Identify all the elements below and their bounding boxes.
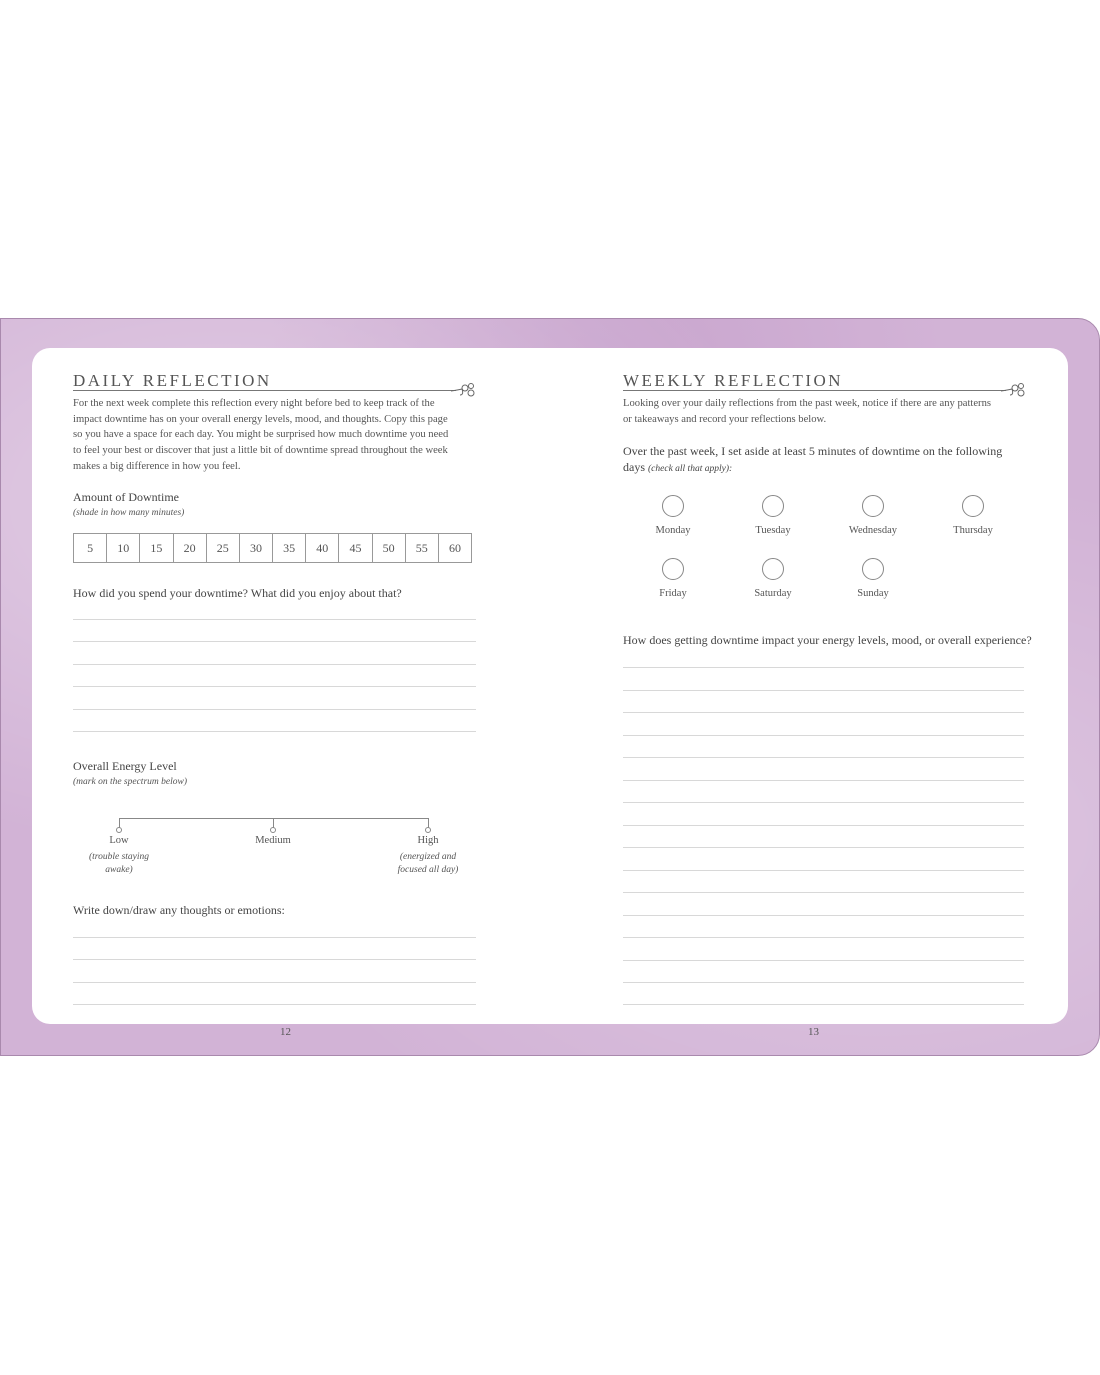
energy-label: Overall Energy Level xyxy=(73,759,177,773)
writing-line[interactable] xyxy=(623,982,1024,983)
writing-line[interactable] xyxy=(623,960,1024,961)
downtime-note: (shade in how many minutes) xyxy=(73,508,185,518)
day-label: Friday xyxy=(659,588,687,599)
daily-reflection-title: DAILY REFLECTION xyxy=(73,371,272,390)
minutes-cell-50[interactable]: 50 xyxy=(373,534,406,562)
spectrum-label-medium: Medium xyxy=(255,835,291,846)
writing-line[interactable] xyxy=(623,1004,1024,1005)
writing-line[interactable] xyxy=(73,982,476,983)
writing-line[interactable] xyxy=(623,780,1024,781)
writing-line[interactable] xyxy=(73,619,476,620)
day-label: Tuesday xyxy=(755,525,791,536)
impact-question: How does getting downtime impact your energy levels, mood, or overall experience? xyxy=(623,633,1032,647)
thoughts-question: Write down/draw any thoughts or emotions: xyxy=(73,903,285,917)
day-label: Sunday xyxy=(857,588,889,599)
spectrum-note-low xyxy=(74,851,164,876)
writing-line[interactable] xyxy=(73,641,476,642)
note-line: focused all day) xyxy=(397,864,459,875)
minutes-cell-55[interactable]: 55 xyxy=(406,534,439,562)
checkbox-circle[interactable] xyxy=(962,495,984,517)
intro-line: Looking over your daily reflections from the past week, notice if there are any patterns xyxy=(623,398,991,409)
spectrum-dot-low[interactable] xyxy=(116,827,122,833)
writing-line[interactable] xyxy=(73,1004,476,1005)
title-underline xyxy=(73,390,456,391)
minutes-table xyxy=(73,533,472,563)
spectrum-label-high: High xyxy=(417,835,439,846)
day-checkbox-friday[interactable] xyxy=(633,558,713,599)
spend-downtime-question: How did you spend your downtime? What did you enjoy about that? xyxy=(73,586,402,600)
minutes-cell-40[interactable]: 40 xyxy=(306,534,339,562)
intro-line: makes a big difference in how you feel. xyxy=(73,460,241,472)
writing-line[interactable] xyxy=(623,937,1024,938)
spectrum-dot-medium[interactable] xyxy=(270,827,276,833)
question-line: Over the past week, I set aside at least 5 minutes of downtime on the following xyxy=(623,444,1003,458)
day-checkbox-tuesday[interactable] xyxy=(733,495,813,536)
spectrum-label-low: Low xyxy=(109,835,129,846)
intro-line: For the next week complete this reflection every night before bed to keep track of the xyxy=(73,398,435,409)
checkbox-circle[interactable] xyxy=(762,558,784,580)
writing-line[interactable] xyxy=(623,667,1024,668)
minutes-cell-60[interactable]: 60 xyxy=(448,540,461,555)
day-label: Monday xyxy=(655,525,691,536)
note-line: (trouble staying xyxy=(88,852,150,862)
intro-line: impact downtime has on your overall energy levels, mood, and thoughts. Copy this page xyxy=(73,413,448,425)
question-note: (check all that apply): xyxy=(648,464,733,474)
minutes-cell-25[interactable]: 25 xyxy=(207,534,240,562)
day-label: Thursday xyxy=(953,525,993,536)
spectrum-note-high xyxy=(383,851,473,876)
minutes-cell-10[interactable]: 10 xyxy=(107,534,140,562)
writing-line[interactable] xyxy=(73,959,476,960)
writing-line[interactable] xyxy=(73,731,476,732)
day-checkbox-saturday[interactable] xyxy=(733,558,813,599)
page-number-left: 12 xyxy=(280,1026,291,1038)
checkbox-circle[interactable] xyxy=(862,495,884,517)
writing-line[interactable] xyxy=(623,712,1024,713)
question-line: days xyxy=(623,460,645,474)
intro-line: to feel your best or discover that just a little bit of downtime spread throughout the week xyxy=(73,445,448,457)
minutes-cell-5[interactable]: 5 xyxy=(74,534,107,562)
writing-line[interactable] xyxy=(73,709,476,710)
daily-intro xyxy=(73,396,483,475)
days-question xyxy=(623,443,1043,477)
writing-line[interactable] xyxy=(623,825,1024,826)
writing-line[interactable] xyxy=(623,892,1024,893)
writing-line[interactable] xyxy=(623,735,1024,736)
checkbox-circle[interactable] xyxy=(662,495,684,517)
writing-line[interactable] xyxy=(623,757,1024,758)
page-number-right: 13 xyxy=(808,1026,819,1038)
day-checkbox-sunday[interactable] xyxy=(833,558,913,599)
day-label: Saturday xyxy=(754,588,792,599)
spectrum-dot-high[interactable] xyxy=(425,827,431,833)
checkbox-circle[interactable] xyxy=(862,558,884,580)
minutes-cell-35[interactable]: 35 xyxy=(273,534,306,562)
writing-line[interactable] xyxy=(623,802,1024,803)
writing-line[interactable] xyxy=(623,915,1024,916)
writing-line[interactable] xyxy=(73,937,476,938)
day-checkbox-monday[interactable] xyxy=(633,495,713,536)
downtime-label: Amount of Downtime xyxy=(73,490,179,504)
writing-line[interactable] xyxy=(623,870,1024,871)
minutes-cell-20[interactable]: 20 xyxy=(174,534,207,562)
weekly-intro xyxy=(623,396,1043,427)
writing-line[interactable] xyxy=(623,847,1024,848)
intro-line: or takeaways and record your reflections below. xyxy=(623,413,827,425)
checkbox-circle[interactable] xyxy=(662,558,684,580)
writing-line[interactable] xyxy=(73,686,476,687)
day-checkbox-thursday[interactable] xyxy=(933,495,1013,536)
day-checkbox-wednesday[interactable] xyxy=(833,495,913,536)
minutes-cell-15[interactable]: 15 xyxy=(140,534,173,562)
intro-line: so you have a space for each day. You might be surprised how much downtime you need xyxy=(73,429,449,441)
minutes-cell-45[interactable]: 45 xyxy=(339,534,372,562)
energy-note: (mark on the spectrum below) xyxy=(73,777,187,787)
note-line: awake) xyxy=(105,864,133,875)
minutes-cell-30[interactable]: 30 xyxy=(240,534,273,562)
checkbox-circle[interactable] xyxy=(762,495,784,517)
note-line: (energized and xyxy=(399,852,457,862)
weekly-reflection-title: WEEKLY REFLECTION xyxy=(623,371,844,390)
title-underline xyxy=(623,390,1006,391)
day-label: Wednesday xyxy=(848,525,898,536)
writing-line[interactable] xyxy=(623,690,1024,691)
writing-line[interactable] xyxy=(73,664,476,665)
